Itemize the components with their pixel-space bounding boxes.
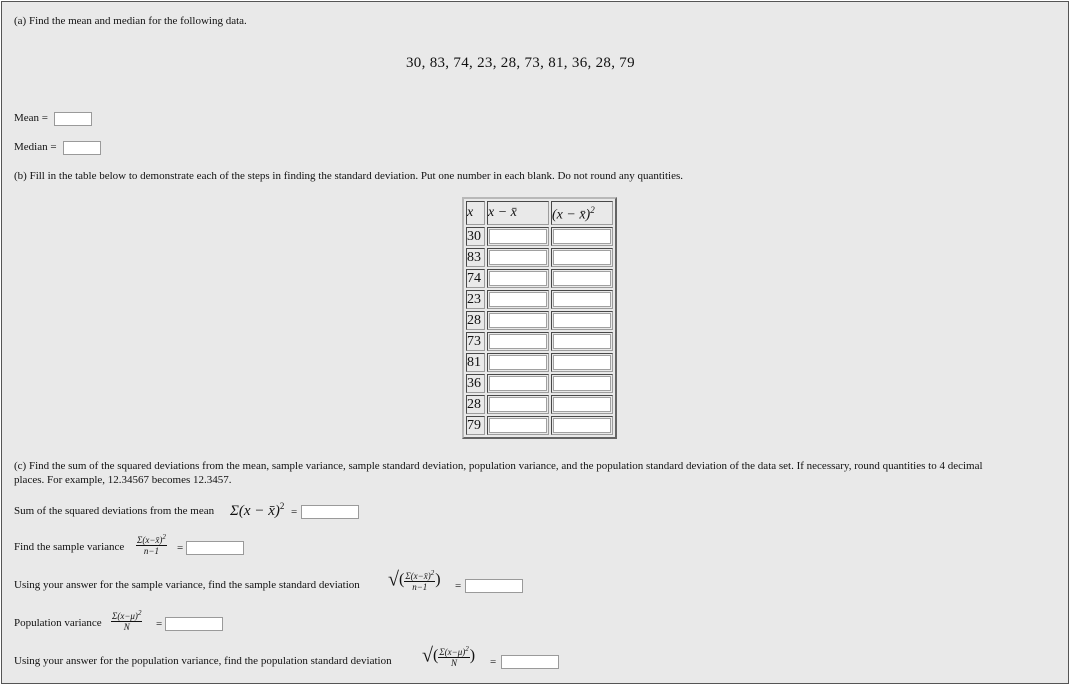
- sample-variance-input[interactable]: [186, 541, 244, 555]
- table-row: [466, 416, 613, 435]
- squared-deviation-cell: [551, 290, 613, 309]
- deviation-cell: [487, 332, 549, 351]
- squared-deviation-input[interactable]: [553, 334, 611, 349]
- squared-deviation-cell: [551, 311, 613, 330]
- deviation-table: [462, 197, 617, 439]
- deviation-cell: [487, 227, 549, 246]
- population-sd-formula: √( $\frac{\Sigma(x-\mu)^2}{N}$ ): [422, 644, 476, 668]
- part-a-prompt: (a) Find the mean and median for the following data.: [14, 15, 247, 27]
- table-row: [466, 248, 613, 267]
- deviation-cell: [487, 395, 549, 414]
- x-value-cell: 30: [466, 227, 485, 246]
- table-row: [466, 290, 613, 309]
- squared-deviation-input[interactable]: [553, 292, 611, 307]
- deviation-cell: [487, 374, 549, 393]
- squared-deviation-cell: [551, 248, 613, 267]
- deviation-cell: [487, 290, 549, 309]
- population-variance-input[interactable]: [165, 617, 223, 631]
- table-header-row: [466, 201, 613, 225]
- squared-deviation-cell: [551, 227, 613, 246]
- population-variance-equals: =: [156, 618, 163, 630]
- mean-input[interactable]: [54, 112, 92, 126]
- mean-label: Mean =: [14, 112, 48, 124]
- sample-variance-label: Find the sample variance: [14, 541, 125, 553]
- squared-deviation-cell: [551, 353, 613, 372]
- header-x: x: [466, 201, 485, 225]
- squared-deviation-input[interactable]: [553, 229, 611, 244]
- table-row: [466, 227, 613, 246]
- x-value-cell: 83: [466, 248, 485, 267]
- deviation-input[interactable]: [489, 355, 547, 370]
- table-row: [466, 311, 613, 330]
- deviation-input[interactable]: [489, 397, 547, 412]
- deviation-cell: [487, 353, 549, 372]
- deviation-input[interactable]: [489, 313, 547, 328]
- squared-deviation-cell: [551, 374, 613, 393]
- squared-deviation-input[interactable]: [553, 250, 611, 265]
- x-value-cell: 81: [466, 353, 485, 372]
- x-value-cell: 79: [466, 416, 485, 435]
- squared-deviation-input[interactable]: [553, 418, 611, 433]
- median-label: Median =: [14, 141, 57, 153]
- squared-deviation-input[interactable]: [553, 313, 611, 328]
- deviation-input[interactable]: [489, 418, 547, 433]
- table-row: [466, 269, 613, 288]
- header-squared-deviation: [551, 201, 613, 225]
- part-c-prompt-line2: places. For example, 12.34567 becomes 12.3457.: [14, 474, 232, 486]
- squared-deviation-input[interactable]: [553, 271, 611, 286]
- squared-deviation-cell: [551, 395, 613, 414]
- header-exponent: 2: [590, 205, 595, 215]
- deviation-input[interactable]: [489, 271, 547, 286]
- sum-squares-equals: =: [291, 506, 298, 518]
- x-value-cell: 23: [466, 290, 485, 309]
- squared-deviation-cell: [551, 332, 613, 351]
- x-value-cell: 28: [466, 311, 485, 330]
- table-row: [466, 353, 613, 372]
- sum-squares-label: Sum of the squared deviations from the mean: [14, 505, 215, 517]
- part-c-prompt-line1: (c) Find the sum of the squared deviations from the mean, sample variance, sample standard deviation, population variance, and the population standard deviation of the data set. If necessary, round quantities to 4 decimal: [14, 460, 983, 472]
- deviation-input[interactable]: [489, 334, 547, 349]
- population-sd-equals: =: [490, 656, 497, 668]
- table-body: [466, 227, 613, 435]
- x-value-cell: 74: [466, 269, 485, 288]
- sample-sd-equals: =: [455, 580, 462, 592]
- population-variance-label: Population variance: [14, 617, 102, 629]
- squared-deviation-cell: [551, 416, 613, 435]
- deviation-input[interactable]: [489, 250, 547, 265]
- squared-deviation-input[interactable]: [553, 376, 611, 391]
- sample-sd-formula: √( $\frac{\Sigma(x-x̄)^2}{n-1}$ ): [388, 568, 441, 592]
- x-value-cell: 28: [466, 395, 485, 414]
- sample-sd-input[interactable]: [465, 579, 523, 593]
- deviation-input[interactable]: [489, 292, 547, 307]
- median-input[interactable]: [63, 141, 101, 155]
- deviation-input[interactable]: [489, 376, 547, 391]
- deviation-cell: [487, 248, 549, 267]
- table-row: [466, 374, 613, 393]
- part-b-prompt: (b) Fill in the table below to demonstrate each of the steps in finding the standard deviation. Put one number in each blank. Do not round any quantities.: [14, 170, 684, 182]
- deviation-cell: [487, 311, 549, 330]
- population-sd-label: Using your answer for the population variance, find the population standard deviation: [14, 655, 392, 667]
- sum-squares-input[interactable]: [301, 505, 359, 519]
- deviation-cell: [487, 269, 549, 288]
- data-values: 30, 83, 74, 23, 28, 73, 81, 36, 28, 79: [406, 55, 635, 71]
- table-row: [466, 332, 613, 351]
- squared-deviation-input[interactable]: [553, 397, 611, 412]
- sample-variance-fraction: $\frac{\Sigma(x-x̄)^2}{n-1}$: [137, 533, 166, 556]
- sum-squares-formula: Σ(x − x̄)$^2$: [230, 501, 285, 519]
- x-value-cell: 73: [466, 332, 485, 351]
- header-deviation: x − x̄: [487, 201, 549, 225]
- sample-variance-equals: =: [177, 542, 184, 554]
- squared-deviation-input[interactable]: [553, 355, 611, 370]
- header-squared-text: (x − x̄): [552, 207, 591, 223]
- population-variance-fraction: $\frac{\Sigma(x-\mu)^2}{N}$: [112, 609, 142, 632]
- deviation-cell: [487, 416, 549, 435]
- sample-sd-label: Using your answer for the sample variance, find the sample standard deviation: [14, 579, 360, 591]
- deviation-input[interactable]: [489, 229, 547, 244]
- x-value-cell: 36: [466, 374, 485, 393]
- table-row: [466, 395, 613, 414]
- population-sd-input[interactable]: [501, 655, 559, 669]
- squared-deviation-cell: [551, 269, 613, 288]
